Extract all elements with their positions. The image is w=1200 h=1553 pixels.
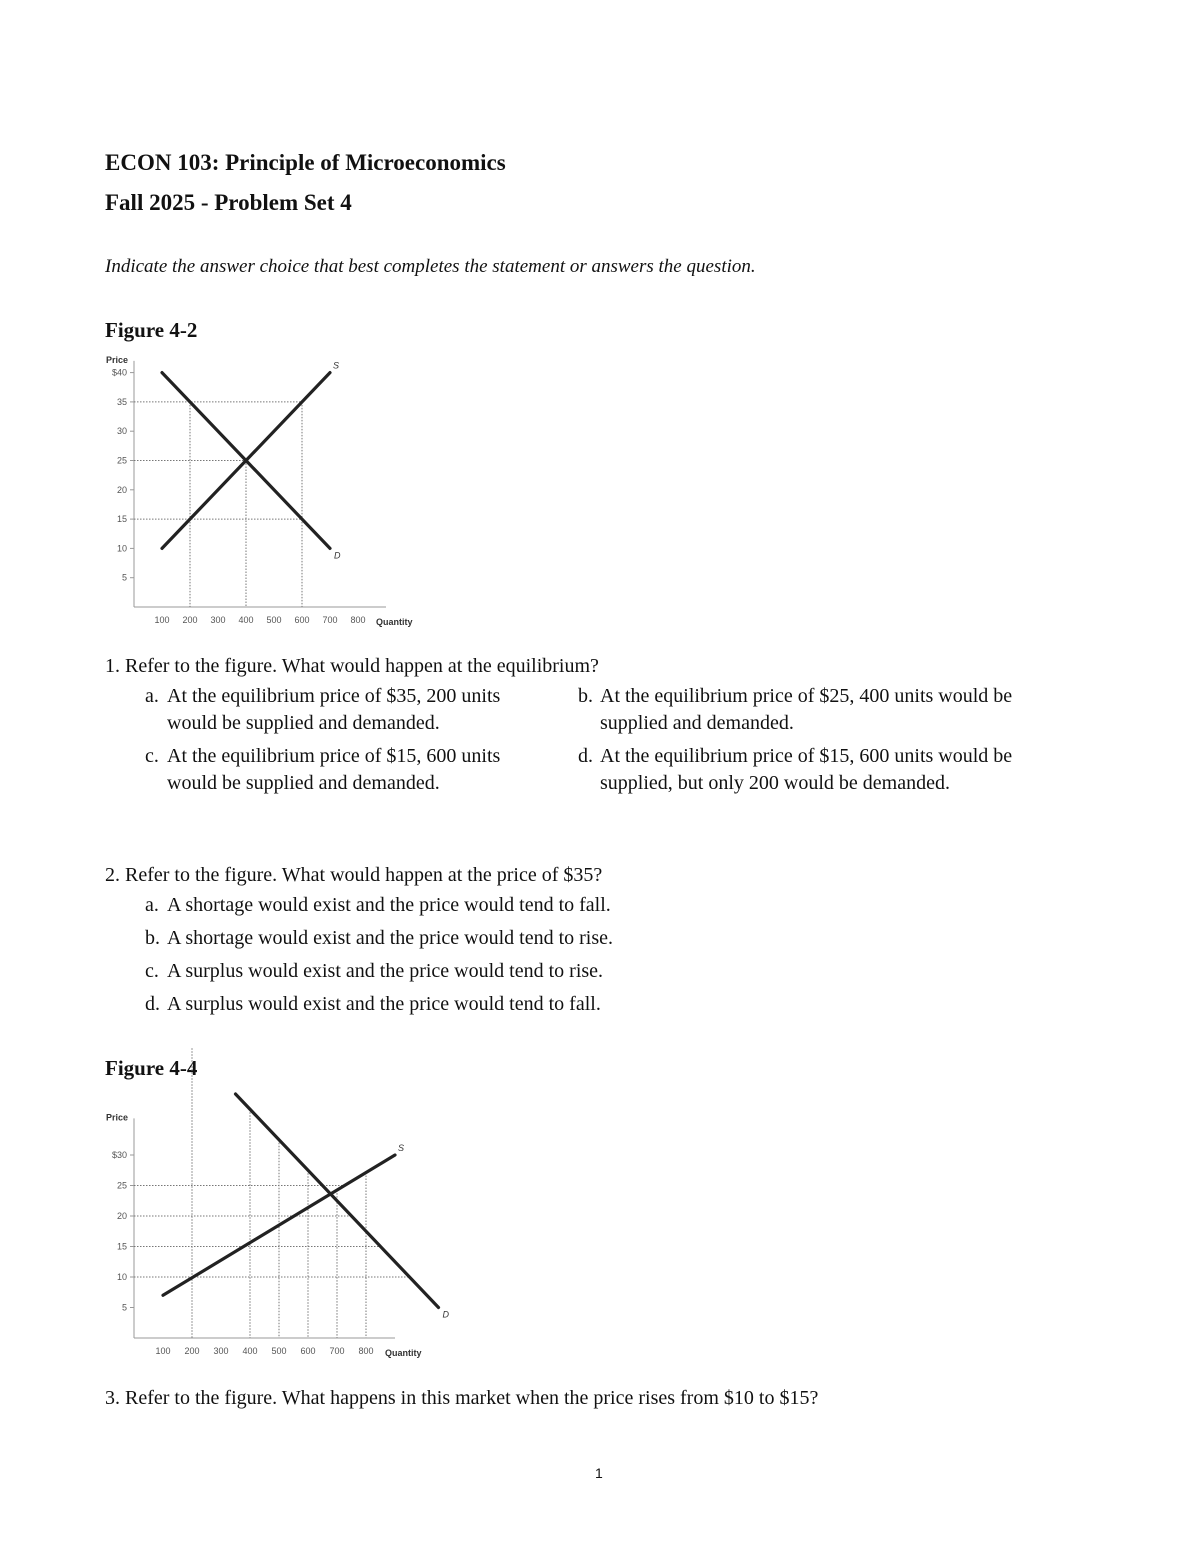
supply-label: S [398, 1143, 405, 1153]
supply-label: S [333, 360, 340, 371]
option-letter: a. [145, 894, 159, 916]
instructions: Indicate the answer choice that best completes the statement or answers the question. [105, 256, 756, 277]
problem-set-title: Fall 2025 - Problem Set 4 [105, 190, 352, 215]
answer-option[interactable] [145, 925, 845, 952]
question-stem: 1. Refer to the figure. What would happen at the equilibrium? [105, 655, 599, 677]
answer-option[interactable] [145, 683, 545, 737]
x-tick-label: 500 [271, 1346, 287, 1356]
option-text: At the equilibrium price of $15, 600 units would be supplied, but only 200 would be demanded. [600, 745, 1013, 794]
y-tick-label: 35 [116, 396, 127, 407]
y-tick-label: 20 [116, 1211, 127, 1221]
option-letter: b. [578, 685, 593, 707]
option-letter: b. [145, 927, 160, 949]
option-text: A shortage would exist and the price would tend to fall. [167, 894, 611, 916]
y-tick-label: $40 [111, 367, 127, 378]
answer-option[interactable] [578, 683, 1018, 737]
option-letter: a. [145, 685, 159, 707]
x-tick-label: 300 [210, 615, 226, 625]
x-tick-label: 400 [242, 1346, 258, 1356]
answer-option[interactable] [145, 991, 845, 1018]
course-title: ECON 103: Principle of Microeconomics [105, 150, 506, 175]
answer-option[interactable] [145, 958, 845, 985]
option-text: At the equilibrium price of $25, 400 units would be supplied and demanded. [600, 685, 1013, 734]
x-tick-label: 600 [294, 615, 310, 625]
x-tick-label: 100 [155, 1346, 171, 1356]
y-tick-label: 15 [116, 1241, 127, 1252]
demand-label: D [442, 1309, 449, 1320]
y-tick-label: 25 [116, 1180, 127, 1191]
x-axis-title: Quantity [376, 617, 413, 627]
x-tick-label: 800 [358, 1346, 374, 1356]
y-tick-label: 5 [121, 572, 127, 583]
y-tick-label: 10 [116, 1272, 127, 1282]
option-letter: d. [578, 745, 593, 767]
option-text: At the equilibrium price of $35, 200 units would be supplied and demanded. [167, 685, 501, 734]
option-text: A surplus would exist and the price would tend to fall. [167, 993, 601, 1015]
figure-4-2-chart [100, 340, 440, 630]
y-axis-title: Price [106, 354, 129, 365]
option-text: At the equilibrium price of $15, 600 units would be supplied and demanded. [167, 745, 501, 794]
x-tick-label: 800 [350, 615, 366, 625]
y-tick-label: 30 [116, 426, 127, 437]
x-tick-label: 200 [184, 1346, 200, 1356]
figure-label: Figure 4-4 [105, 1056, 198, 1080]
figure-label: Figure 4-2 [105, 318, 198, 342]
x-tick-label: 100 [154, 615, 170, 625]
x-tick-label: 700 [322, 615, 338, 625]
demand-label: D [334, 550, 341, 561]
answer-option[interactable] [145, 743, 545, 797]
question-stem: 2. Refer to the figure. What would happen at the price of $35? [105, 864, 603, 886]
y-axis-title: Price [106, 1112, 129, 1123]
x-tick-label: 500 [266, 615, 282, 625]
option-text: A surplus would exist and the price would tend to rise. [167, 960, 604, 982]
y-tick-label: 25 [116, 455, 127, 466]
x-tick-label: 300 [213, 1346, 229, 1356]
y-tick-label: $30 [111, 1150, 127, 1160]
option-letter: d. [145, 993, 160, 1015]
x-axis-title: Quantity [385, 1348, 422, 1358]
x-tick-label: 600 [300, 1346, 316, 1356]
y-tick-label: 15 [116, 514, 127, 525]
y-tick-label: 5 [121, 1302, 127, 1313]
answer-option[interactable] [145, 892, 845, 919]
x-tick-label: 400 [238, 615, 254, 625]
option-letter: c. [145, 960, 159, 982]
page-number: 1 [595, 1465, 603, 1481]
y-tick-label: 10 [116, 543, 127, 554]
x-tick-label: 200 [182, 615, 198, 625]
question-stem: 3. Refer to the figure. What happens in this market when the price rises from $10 to $15? [105, 1387, 819, 1409]
y-tick-label: 20 [116, 484, 127, 495]
answer-option[interactable] [578, 743, 1018, 797]
option-text: A shortage would exist and the price would tend to rise. [167, 927, 614, 949]
x-tick-label: 700 [329, 1346, 345, 1356]
figure-4-4-chart [100, 1078, 449, 1363]
option-letter: c. [145, 745, 159, 767]
